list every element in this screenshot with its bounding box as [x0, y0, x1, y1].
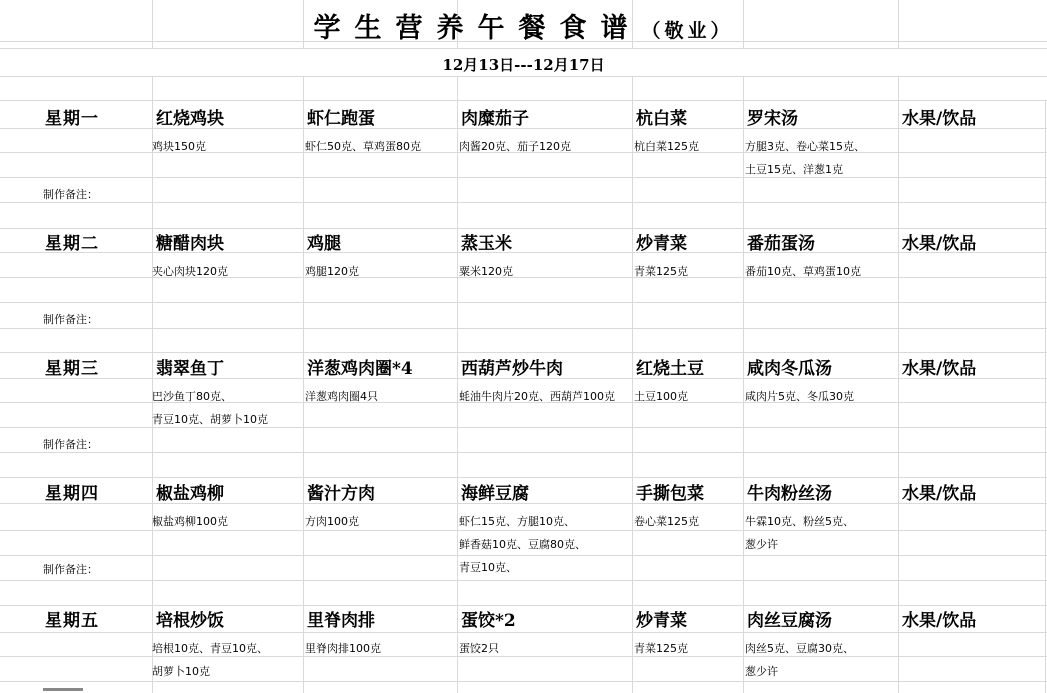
dish-name: 糖醋肉块: [156, 234, 224, 254]
grid-row-line: [0, 328, 1047, 329]
dish-name: 手撕包菜: [636, 484, 704, 504]
grid-col-line: [632, 76, 633, 100]
production-note-label: 制作备注：: [43, 438, 98, 451]
production-note-label: 制作备注：: [43, 563, 98, 576]
cut-off-row-stub: [43, 688, 83, 691]
dish-name: 虾仁跑蛋: [307, 109, 375, 129]
ingredient-line: 粟米120克: [459, 265, 513, 278]
page-title: 学生营养午餐食谱（敬业）: [313, 13, 734, 44]
ingredient-line: 夹心肉块120克: [152, 265, 228, 278]
dish-name: 水果/饮品: [902, 109, 977, 129]
dish-name: 炒青菜: [636, 234, 687, 254]
grid-col-line: [303, 100, 304, 693]
dish-name: 蛋饺*2: [461, 611, 516, 631]
grid-col-line: [152, 76, 153, 100]
date-range: 12月13日---12月17日: [442, 56, 605, 74]
ingredient-line: 咸肉片5克、冬瓜30克: [745, 390, 854, 403]
dish-name: 红烧鸡块: [156, 109, 224, 129]
ingredient-line: 土豆15克、洋葱1克: [745, 163, 843, 176]
grid-row-line: [0, 177, 1047, 178]
ingredient-line: 胡萝卜10克: [152, 665, 210, 678]
grid-row-line: [0, 202, 1047, 203]
day-label: 星期三: [45, 359, 99, 379]
grid-row-line: [0, 302, 1047, 303]
grid-col-line: [1045, 100, 1046, 693]
ingredient-line: 椒盐鸡柳100克: [152, 515, 228, 528]
grid-row-line: [0, 681, 1047, 682]
dish-name: 蒸玉米: [461, 234, 512, 254]
ingredient-line: 青豆10克、: [459, 561, 517, 574]
dish-name: 水果/饮品: [902, 234, 977, 254]
ingredient-line: 虾仁50克、草鸡蛋80克: [305, 140, 421, 153]
grid-row-line: [0, 477, 1047, 478]
grid-col-line: [457, 76, 458, 100]
dish-name: 椒盐鸡柳: [156, 484, 224, 504]
grid-col-line: [632, 100, 633, 693]
dish-name: 肉丝豆腐汤: [747, 611, 832, 631]
dish-name: 里脊肉排: [307, 611, 375, 631]
ingredient-line: 肉丝5克、豆腐30克、: [745, 642, 854, 655]
grid-row-line: [0, 48, 1047, 49]
dish-name: 咸肉冬瓜汤: [747, 359, 832, 379]
day-label: 星期二: [45, 234, 99, 254]
ingredient-line: 葱少许: [745, 538, 778, 551]
ingredient-line: 里脊肉排100克: [305, 642, 381, 655]
production-note-label: 制作备注：: [43, 313, 98, 326]
dish-name: 罗宋汤: [747, 109, 798, 129]
day-label: 星期五: [45, 611, 99, 631]
dish-name: 酱汁方肉: [307, 484, 375, 504]
ingredient-line: 蛋饺2只: [459, 642, 499, 655]
ingredient-line: 青菜125克: [634, 265, 688, 278]
ingredient-line: 方肉100克: [305, 515, 359, 528]
dish-name: 红烧土豆: [636, 359, 704, 379]
grid-col-line: [898, 100, 899, 693]
dish-name: 水果/饮品: [902, 484, 977, 504]
grid-row-line: [0, 530, 1047, 531]
grid-row-line: [0, 555, 1047, 556]
grid-col-line: [303, 76, 304, 100]
grid-col-line: [743, 76, 744, 100]
dish-name: 肉糜茄子: [461, 109, 529, 129]
grid-row-line: [0, 352, 1047, 353]
ingredient-line: 鲜香菇10克、豆腐80克、: [459, 538, 586, 551]
dish-name: 杭白菜: [636, 109, 687, 129]
production-note-label: 制作备注：: [43, 188, 98, 201]
ingredient-line: 虾仁15克、方腿10克、: [459, 515, 575, 528]
ingredient-line: 培根10克、青豆10克、: [152, 642, 268, 655]
dish-name: 翡翠鱼丁: [156, 359, 224, 379]
ingredient-line: 鸡块150克: [152, 140, 206, 153]
dish-name: 洋葱鸡肉圈*4: [307, 359, 413, 379]
day-label: 星期一: [45, 109, 99, 129]
ingredient-line: 土豆100克: [634, 390, 688, 403]
grid-row-line: [0, 632, 1047, 633]
dish-name: 牛肉粉丝汤: [747, 484, 832, 504]
dish-name: 鸡腿: [307, 234, 341, 254]
ingredient-line: 洋葱鸡肉圈4只: [305, 390, 378, 403]
ingredient-line: 巴沙鱼丁80克、: [152, 390, 232, 403]
grid-col-line: [898, 76, 899, 100]
ingredient-line: 青菜125克: [634, 642, 688, 655]
grid-row-line: [0, 76, 1047, 77]
dish-name: 番茄蛋汤: [747, 234, 815, 254]
ingredient-line: 方腿3克、卷心菜15克、: [745, 140, 865, 153]
grid-col-line: [457, 100, 458, 693]
grid-row-line: [0, 427, 1047, 428]
page-subtitle: （敬业）: [641, 20, 734, 42]
ingredient-line: 葱少许: [745, 665, 778, 678]
ingredient-line: 肉酱20克、茄子120克: [459, 140, 571, 153]
grid-col-line: [743, 100, 744, 693]
dish-name: 炒青菜: [636, 611, 687, 631]
ingredient-line: 鸡腿120克: [305, 265, 359, 278]
grid-row-line: [0, 580, 1047, 581]
ingredient-line: 番茄10克、草鸡蛋10克: [745, 265, 861, 278]
grid-row-line: [0, 452, 1047, 453]
grid-row-line: [0, 656, 1047, 657]
dish-name: 水果/饮品: [902, 611, 977, 631]
dish-name: 西葫芦炒牛肉: [461, 359, 563, 379]
ingredient-line: 卷心菜125克: [634, 515, 699, 528]
day-label: 星期四: [45, 484, 99, 504]
dish-name: 培根炒饭: [156, 611, 224, 631]
ingredient-line: 牛霖10克、粉丝5克、: [745, 515, 854, 528]
dish-name: 水果/饮品: [902, 359, 977, 379]
dish-name: 海鲜豆腐: [461, 484, 529, 504]
grid-row-line: [0, 100, 1047, 101]
ingredient-line: 杭白菜125克: [634, 140, 699, 153]
ingredient-line: 青豆10克、胡萝卜10克: [152, 413, 268, 426]
ingredient-line: 蚝油牛肉片20克、西葫芦100克: [459, 390, 615, 403]
